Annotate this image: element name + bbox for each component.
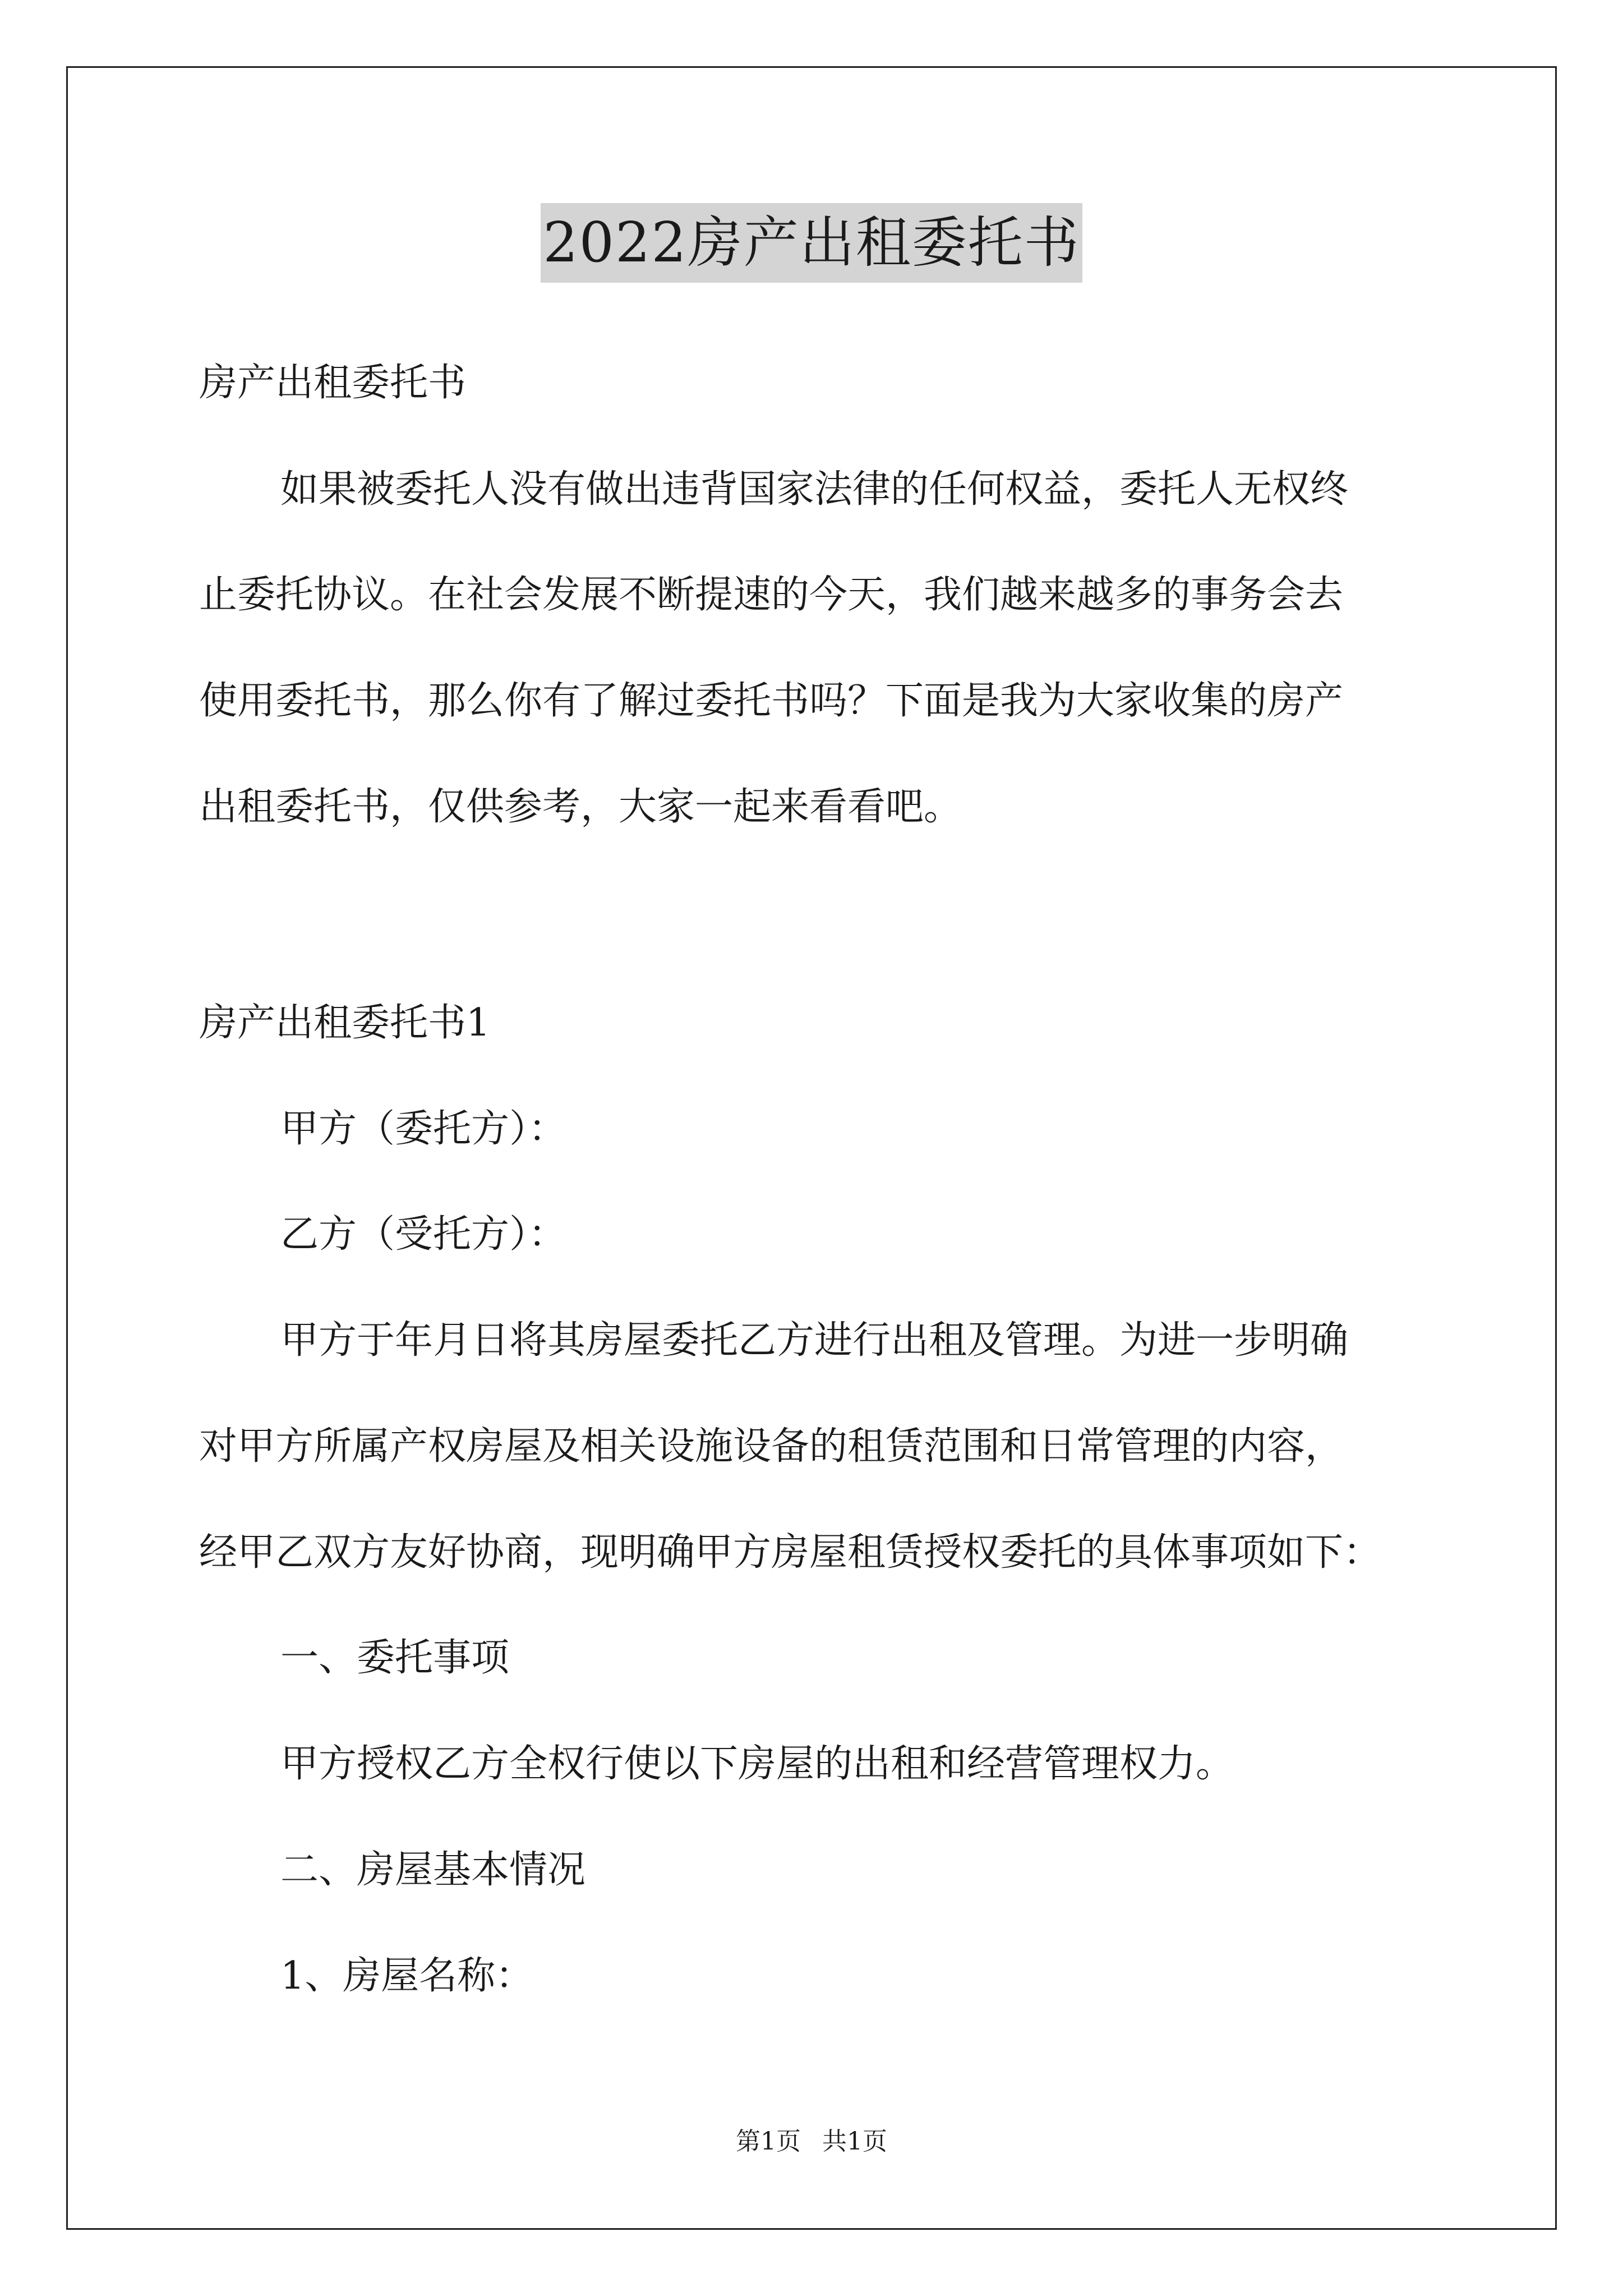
paragraph-line: 出租委托书，仅供参考，大家一起来看看吧。 [199,785,962,829]
party-a-label: 甲方（委托方）： [280,1107,567,1151]
section-heading: 房产出租委托书1 [199,1001,491,1045]
paragraph-line: 使用委托书，那么你有了解过委托书吗？下面是我为大家收集的房产 [199,679,1344,723]
paragraph-line: 如果被委托人没有做出违背国家法律的任何权益，委托人无权终 [280,467,1349,512]
page-footer [0,2125,1623,2159]
title-container [0,203,1623,283]
clause-heading: 一、委托事项 [280,1636,510,1680]
paragraph-line: 对甲方所属产权房屋及相关设施设备的租赁范围和日常管理的内容， [199,1424,1344,1469]
paragraph-line: 止委托协议。在社会发展不断提速的今天，我们越来越多的事务会去 [199,573,1344,617]
paragraph-line: 甲方授权乙方全权行使以下房屋的出租和经营管理权力。 [280,1742,1234,1786]
paragraph-line: 甲方于年月日将其房屋委托乙方进行出租及管理。为进一步明确 [280,1318,1349,1363]
clause-heading: 二、房屋基本情况 [280,1848,586,1892]
party-b-label: 乙方（受托方）： [280,1212,567,1257]
document-title: 2022房产出租委托书 [541,203,1082,283]
list-item: 1、房屋名称： [280,1954,534,1998]
paragraph-line: 经甲乙双方友好协商，现明确甲方房屋租赁授权委托的具体事项如下： [199,1530,1382,1575]
page-total: 共1页 [822,2127,887,2156]
section-heading: 房产出租委托书 [199,361,467,405]
page-number: 第1页 [736,2127,801,2156]
